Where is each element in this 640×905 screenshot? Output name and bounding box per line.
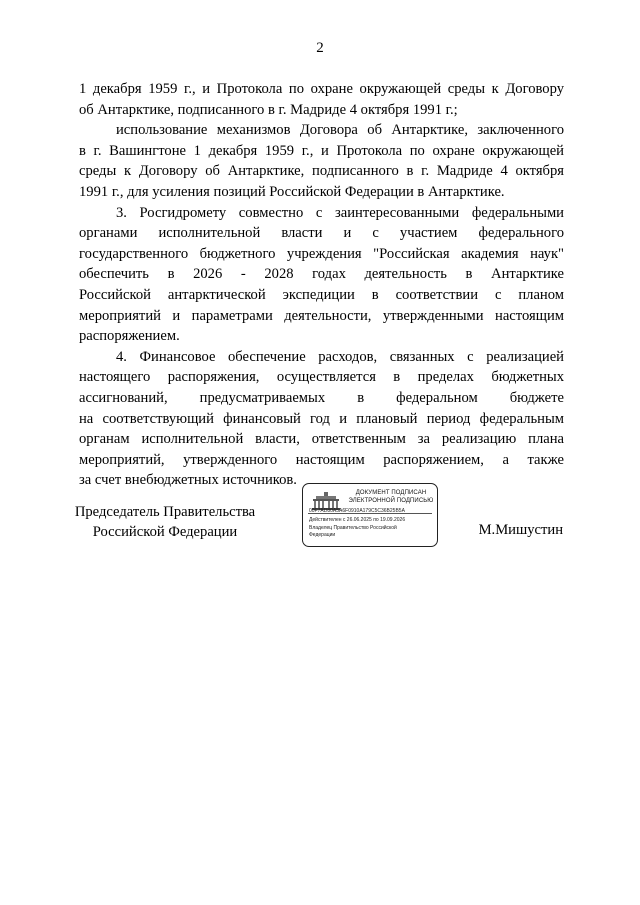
body-text-line: 1 декабря 1959 г., и Протокола по охране окружающей среды к Договору [79,81,564,97]
stamp-certificate-number: 00F7AD80A5A6F0910A179C5C36B25B5A [309,508,405,514]
body-text-line: ассигнований, предусматриваемых в федеральном бюджете [79,389,564,406]
body-text-line: органам исполнительной власти, ответственным за реализацию плана [79,431,564,448]
body-text-line: настоящего распоряжения, осуществляется в пределах бюджетных [79,369,564,386]
signatory-name: М.Мишустин [478,522,563,538]
document-body [79,79,564,491]
body-text-line: за счет внебюджетных источников. [79,472,297,489]
body-text-line: 3. Росгидромету совместно с заинтересованными федеральными [116,204,564,221]
body-text-line: мероприятий, утвержденного настоящим распоряжением, а также [79,451,564,468]
body-text-line: государственного бюджетного учреждения "Российская академия наук" [79,245,564,262]
body-text-line: органами исполнительной власти и с участием федерального [79,225,564,242]
stamp-owner: Владелец Правительство Российской [309,525,397,531]
body-text-line: среды к Договору об Антарктике, подписанного в г. Мадриде 4 октября [79,163,564,180]
body-text-line: обеспечить в 2026 - 2028 годах деятельность в Антарктике [79,266,564,283]
body-text-line: Российской антарктической экспедиции в соответствии с планом [79,286,564,303]
body-text-line: на соответствующий финансовый год и плановый период федеральным [79,410,564,427]
body-text-line: 1991 г., для усиления позиций Российской Федерации в Антарктике. [79,183,505,200]
electronic-signature-stamp [302,483,438,547]
body-text-line: распоряжением. [79,328,180,345]
stamp-title [347,489,435,505]
stamp-owner: Федерации [309,532,336,538]
signatory-title-line: Российской Федерации [92,524,238,540]
stamp-title-line: ДОКУМЕНТ ПОДПИСАН [355,490,427,496]
stamp-validity: Действителен с 26.06.2025 по 19.09.2026 [309,517,406,523]
body-text-line: 4. Финансовое обеспечение расходов, связанных с реализацией [116,348,564,365]
body-text-line: мероприятий и параметрами деятельности, утвержденными настоящим [79,307,564,324]
signatory-title [60,502,270,542]
body-text-line: в г. Вашингтоне 1 декабря 1959 г., и Протокола по охране окружающей [79,142,564,159]
body-text-line: об Антарктике, подписанного в г. Мадриде 4 октября 1991 г.; [79,101,458,118]
signatory-title-line: Председатель Правительства [74,504,256,520]
body-text-line: использование механизмов Договора об Антарктике, заключенного [116,122,564,139]
page-number: 2 [316,40,324,56]
stamp-title-line: ЭЛЕКТРОННОЙ ПОДПИСЬЮ [348,498,434,504]
